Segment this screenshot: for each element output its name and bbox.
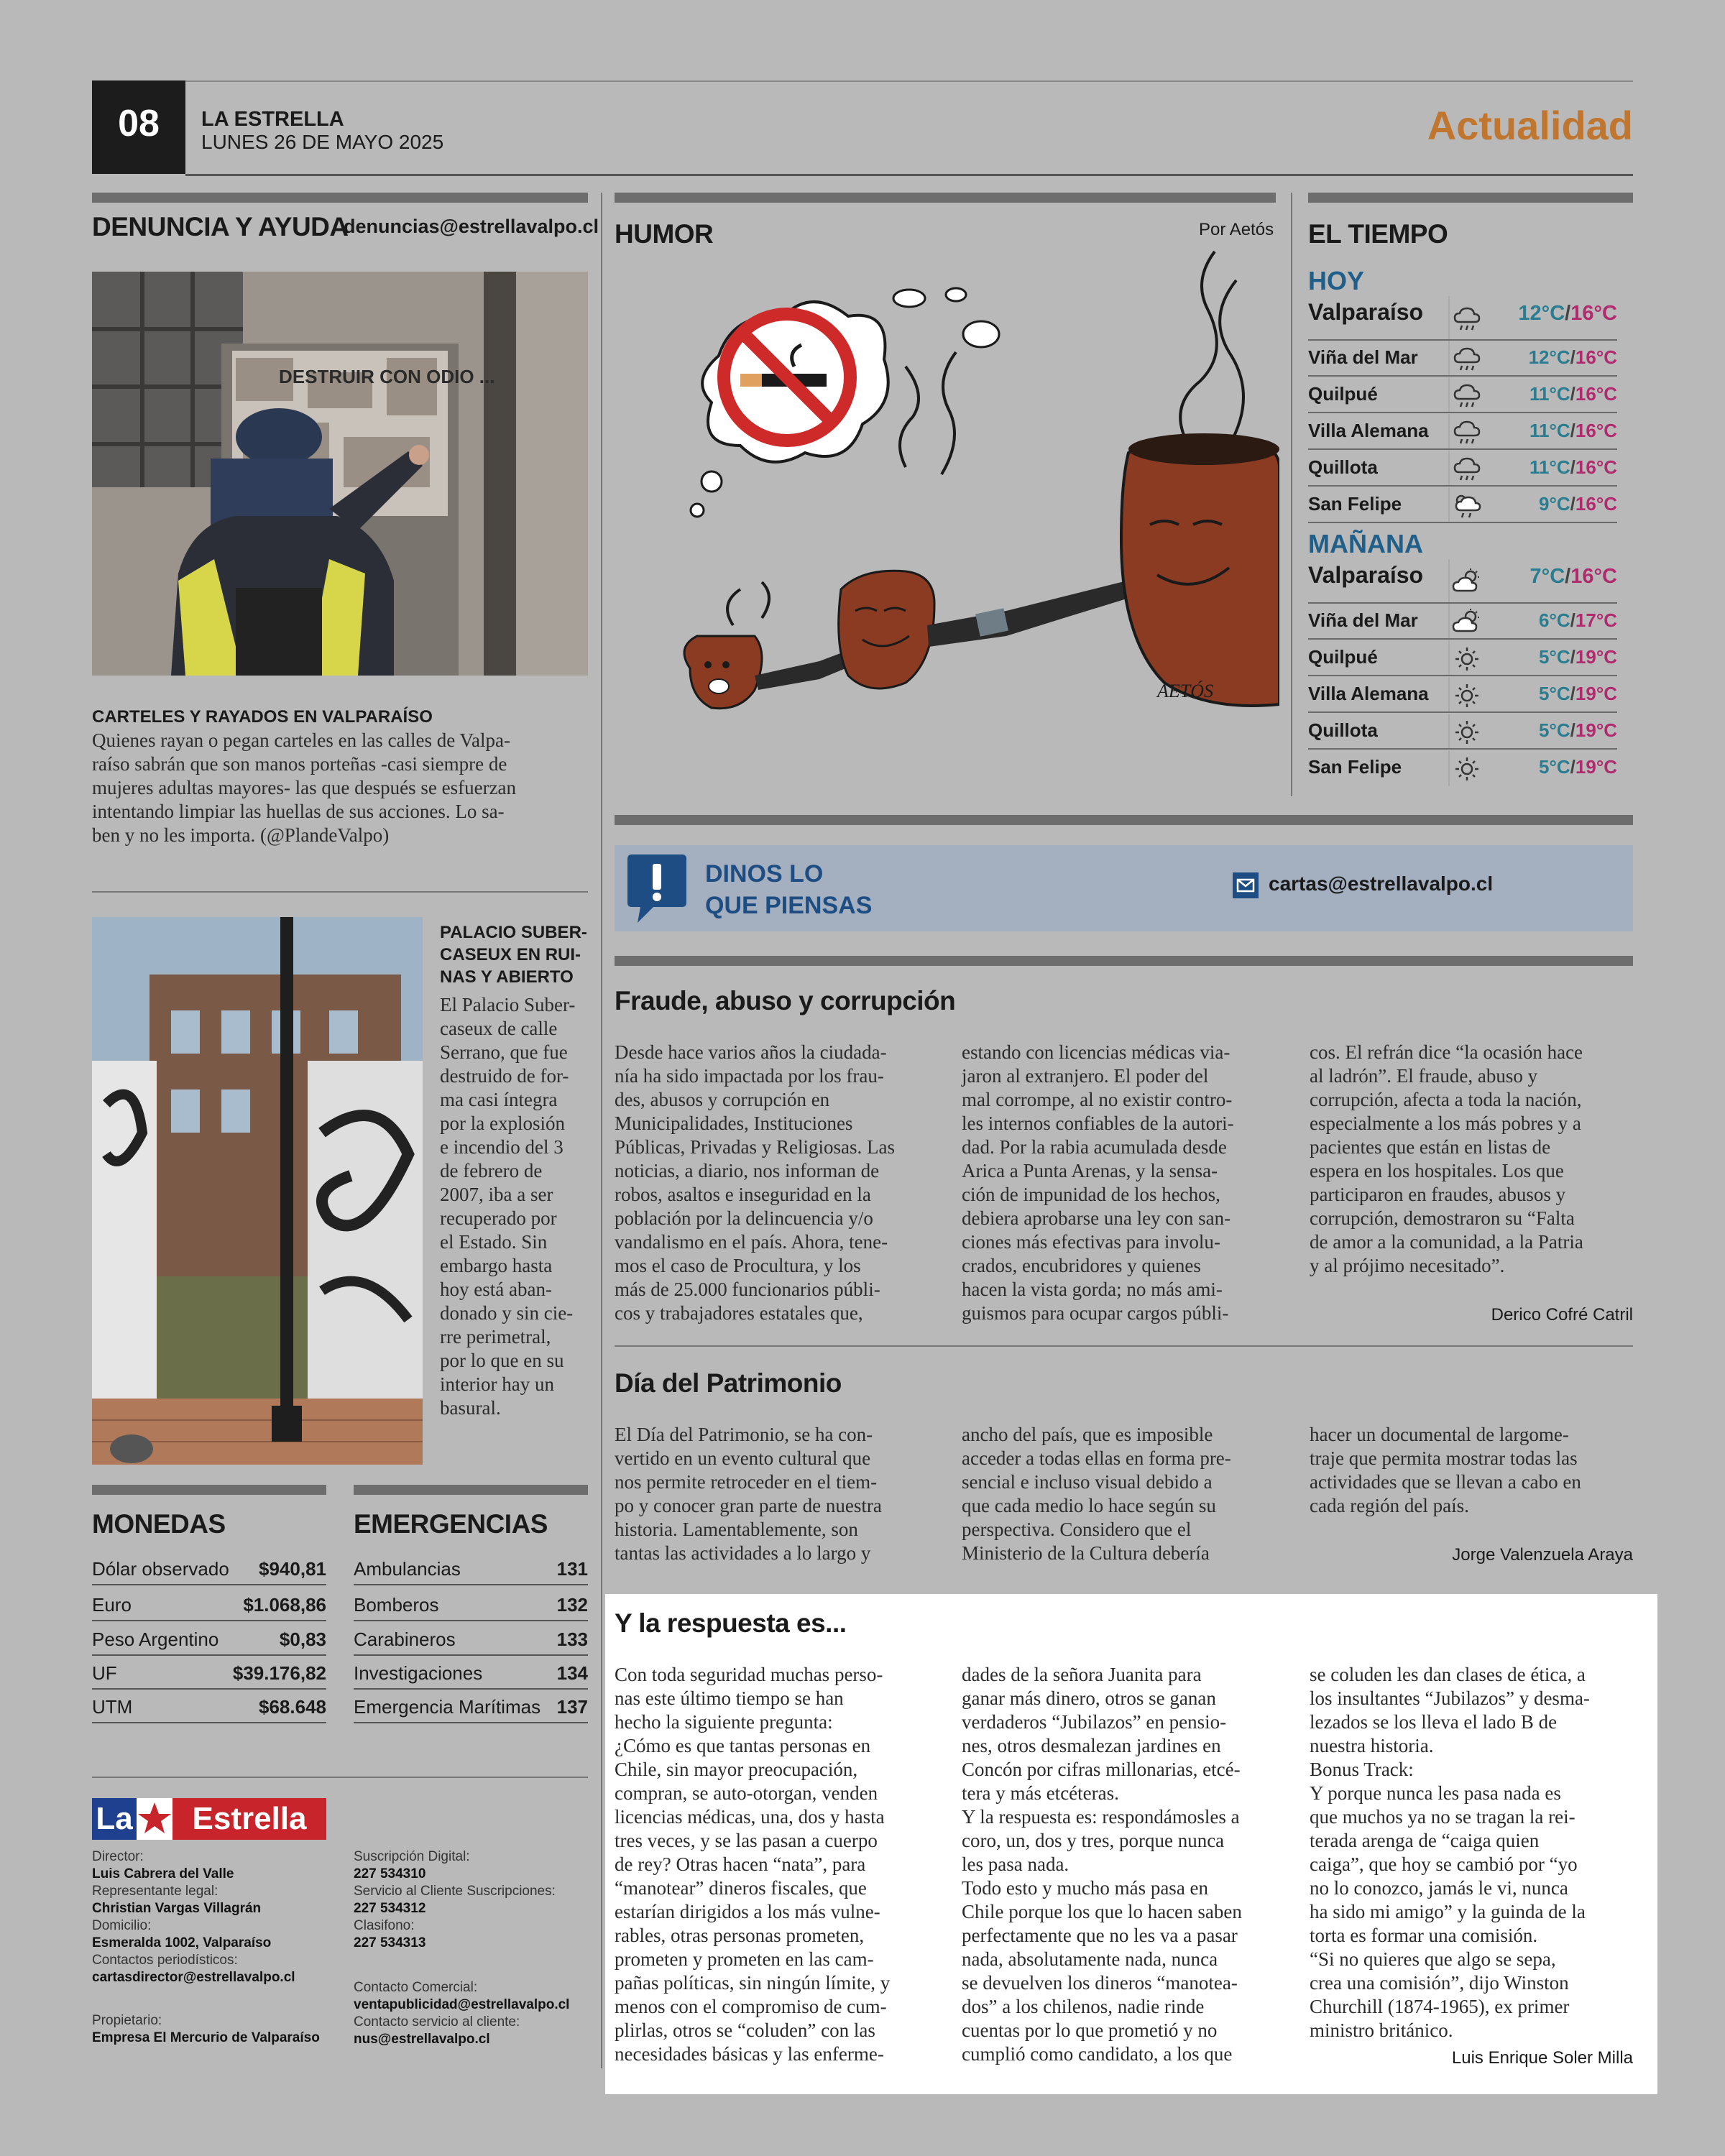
speech-exclamation-icon: [625, 851, 689, 926]
table-row: UTM $68.648: [92, 1690, 326, 1723]
cartoon-signature: AETÓS: [1157, 681, 1213, 701]
weather-row: San Felipe 5°C/19°C: [1308, 750, 1617, 786]
weather-title: EL TIEMPO: [1308, 219, 1448, 249]
emergencias-title: EMERGENCIAS: [354, 1509, 548, 1539]
monedas-title: MONEDAS: [92, 1509, 226, 1539]
posters-photo: [92, 272, 588, 676]
letter1-title: Fraude, abuso y corrupción: [615, 986, 956, 1015]
cloud-rain-icon: [1452, 455, 1482, 484]
sun-icon: [1452, 718, 1482, 747]
table-row: Euro $1.068,86: [92, 1588, 326, 1621]
denuncia-title: DENUNCIA Y AYUDA: [92, 212, 349, 241]
table-row: Investigaciones 134: [354, 1657, 588, 1690]
weather-row: Quilpué 11°C/16°C: [1308, 377, 1617, 413]
weather-row: Viña del Mar 6°C/17°C: [1308, 604, 1617, 640]
table-row: UF $39.176,82: [92, 1657, 326, 1690]
letter1-col1: Desde hace varios años la ciudada- nía ha sido impactada por los frau- des, abusos y corrupción en Municipalidades, Instituciones Públicas, Privadas y Religiosas. Las noticias, a diario, nos informan de robos, asaltos e inseguridad en la población por la delincuencia y/o vandalismo en el país. Ahora, tene- mos el caso de Procultura, y los más de 25.000 funcionarios públi- cos y trabajadores estatales que,: [615, 1041, 895, 1324]
letter3-title: Y la respuesta es...: [615, 1608, 847, 1638]
table-row: Dólar observado $940,81: [92, 1552, 326, 1585]
letter1-col2: estando con licencias médicas via- jaron al extranjero. El poder del mal corrompe, al no existir contro- les internos confiables de la autori- dad. Por la rabia acumulada desde Arica a Punta Arenas, y la sensa- ción de impunidad de los hechos, debiera aprobarse una ley con san- ciones más efectivas para involu- crados, encubridores y quienes hacen la vista gorda; no más ami- guismos para ocupar cargos públi-: [962, 1041, 1234, 1324]
letter1-author: Derico Cofré Catril: [1491, 1305, 1633, 1325]
page-number-box: [92, 80, 185, 174]
table-row: Carabineros 133: [354, 1623, 588, 1656]
sun-cloud-icon: [1452, 568, 1482, 596]
weather-row: San Felipe 9°C/16°C: [1308, 487, 1617, 523]
weather-row: Quillota 11°C/16°C: [1308, 451, 1617, 487]
star-icon: [137, 1798, 172, 1840]
weather-row: Valparaíso 7°C/16°C: [1308, 559, 1617, 604]
mail-icon: [1233, 872, 1259, 898]
story2-headline: PALACIO SUBER- CASEUX EN RUI- NAS Y ABIERTO: [440, 923, 587, 987]
letter2-col1: El Día del Patrimonio, se ha con- vertido en un evento cultural que nos permite retroceder en el tiem- po y conocer gran parte de nuestra historia. Lamentablemente, son tantas las actividades a lo largo y: [615, 1424, 882, 1564]
table-row: Peso Argentino $0,83: [92, 1623, 326, 1656]
letter2-col2: ancho del país, que es imposible acceder a todas ellas en forma pre- sencial e incluso visual debido a que cada medio lo hace según su perspectiva. Considero que el Ministerio de la Cultura debería: [962, 1424, 1231, 1564]
weather-row: Villa Alemana 5°C/19°C: [1308, 677, 1617, 713]
section-title: Actualidad: [1427, 103, 1633, 148]
letter2-title: Día del Patrimonio: [615, 1368, 842, 1398]
letter3-col2: dades de la señora Juanita para ganar más dinero, otros se ganan verdaderos “Jubilazos” en pensio- nes, otros desmalezan jardines en Concón por cifras millonarias, etcé- tera y más etcéteras. Y la respuesta es: respondámosles a coro, un, dos y tres, porque nunca les pasa nada. Todo esto y mucho más pasa en Chile porque los que lo hacen saben perfectamente que no les va a pasar nada, absolutamente nada, nunca se devuelven los dineros “manotea- dos” a los chilenos, nadie rinde cuentas por lo que prometió y no cumplió como candidato, a los que: [962, 1664, 1242, 2065]
page-number: 08: [118, 103, 160, 144]
letter3-author: Luis Enrique Soler Milla: [1451, 2048, 1633, 2068]
cloud-rain-icon: [1452, 418, 1482, 447]
humor-byline: Por Aetós: [1199, 220, 1274, 239]
emergencias-table: [354, 1552, 588, 1725]
paper-name: LA ESTRELLA: [201, 108, 344, 131]
cloud-rain-icon: [1452, 305, 1482, 333]
story1-body: Quienes rayan o pegan carteles en las calles de Valpa- raíso sabrán que son manos porteñas -casi siempre de mujeres adultas mayores- las que después se esfuerzan intentando limpiar las huellas de sus acciones. Lo sa- ben y no les importa. (@PlandeValpo): [92, 729, 517, 846]
letter1-col3: cos. El refrán dice “la ocasión hace al ladrón”. El fraude, abuso y corrupción, afecta a toda la nación, especialmente a los más pobres y a pacientes que están en listas de espera en los hospitales. Los que participaron en fraudes, abusos y corrupción, demostraron su “Falta de amor a la comunidad, a la Patria y al prójimo necesitado”.: [1310, 1041, 1583, 1276]
dinos-email[interactable]: cartas@estrellavalpo.cl: [1269, 872, 1494, 895]
monedas-table: [92, 1552, 326, 1725]
poster-text: DESTRUIR CON ODIO ...: [279, 366, 495, 387]
letter3-col1: Con toda seguridad muchas perso- nas este último tiempo se han hecho la siguiente pregunta: ¿Cómo es que tantas personas en Chile, sin mayor preocupación, compran, se auto-otorgan, venden licencias médicas, una, dos y hasta tres veces, y se las pasan a cuerpo de rey? Otras hacen “nata”, para “manotear” dineros fiscales, que estarían dirigidos a los más vulne- rables, otras personas prometen, prometen y prometen en las cam- pañas políticas, sin ningún límite, y menos con el compromiso de cum- plirlas, otros se “coluden” con las necesidades básicas y las enferme-: [615, 1664, 891, 2065]
impressum-owner: Propietario: Empresa El Mercurio de Valparaíso: [92, 2013, 320, 2045]
palacio-photo: [92, 917, 423, 1465]
sun-icon: [1452, 755, 1482, 783]
dinos-banner: [615, 845, 1633, 931]
tomorrow-label: MAÑANA: [1308, 529, 1423, 558]
humor-title: HUMOR: [615, 219, 714, 249]
weather-row: Valparaíso 12°C/16°C: [1308, 296, 1617, 341]
humor-cartoon: [632, 237, 1279, 740]
page-header: [92, 79, 1633, 176]
letter2-author: Jorge Valenzuela Araya: [1452, 1545, 1633, 1565]
sun-icon: [1452, 681, 1482, 710]
table-row: Ambulancias 131: [354, 1552, 588, 1585]
weather-row: Villa Alemana 11°C/16°C: [1308, 414, 1617, 450]
sun-cloud-icon: [1452, 608, 1482, 637]
weather-row: Quilpué 5°C/19°C: [1308, 640, 1617, 676]
weather-row: Viña del Mar 12°C/16°C: [1308, 341, 1617, 377]
cloud-rain-icon: [1452, 382, 1482, 410]
la-estrella-logo: La Estrella: [92, 1798, 326, 1840]
weather-row: Quillota 5°C/19°C: [1308, 714, 1617, 750]
today-label: HOY: [1308, 266, 1365, 295]
cloud-rain-icon: [1452, 345, 1482, 374]
impressum-left: Director: Luis Cabrera del Valle Representante legal: Christian Vargas Villagrán Domicilio: Esmeralda 1002, Valparaíso Contactos periodísticos: cartasdirector@estrellavalpo.cl: [92, 1849, 295, 1985]
table-row: Emergencia Marítimas 137: [354, 1690, 588, 1723]
sun-icon: [1452, 645, 1482, 673]
sun-cloud-rain-icon: [1452, 492, 1482, 520]
story2-body: El Palacio Suber- caseux de calle Serrano, que fue destruido de for- ma casi íntegra por la explosión e incendio del 3 de febrero de 2007, iba a ser recuperado por el Estado. Sin embargo hasta hoy está aban- donado y sin cie- rre perimetral, por lo que en su interior hay un basural.: [440, 994, 576, 1419]
issue-date: LUNES 26 DE MAYO 2025: [201, 131, 444, 153]
denuncia-email[interactable]: denuncias@estrellavalpo.cl: [344, 216, 599, 237]
impressum-right: Suscripción Digital: 227 534310 Servicio al Cliente Suscripciones: 227 534312 Clasifono: 227 534313: [354, 1849, 556, 1950]
impressum-commercial: Contacto Comercial: ventapublicidad@estrellavalpo.cl Contacto servicio al cliente: nus@estrellavalpo.cl: [354, 1980, 570, 2047]
letter2-col3: hacer un documental de largome- traje que permita mostrar todas las actividades que se llevan a cabo en cada región del país.: [1310, 1424, 1581, 1516]
table-row: Bomberos 132: [354, 1588, 588, 1621]
story1-headline: CARTELES Y RAYADOS EN VALPARAÍSO: [92, 707, 433, 727]
dinos-title: DINOS LO QUE PIENSAS: [705, 860, 873, 919]
letter3-col3: se coluden les dan clases de ética, a los insultantes “Jubilazos” y desma- lezados se los lleva el lado B de nuestra historia. Bonus Track: Y porque nunca les pasa nada es que muchos ya no se tragan la rei- terada arenga de “caiga quien caiga”, que hoy se cambió por “yo no lo conozco, jamás le vi, nunca ha sido mi amigo” y la guinda de la torta es formar una comisión. “Si no quieres que algo se sepa, crea una comisión”, dijo Winston Churchill (1874-1965), ex primer ministro británico.: [1310, 1664, 1590, 2041]
